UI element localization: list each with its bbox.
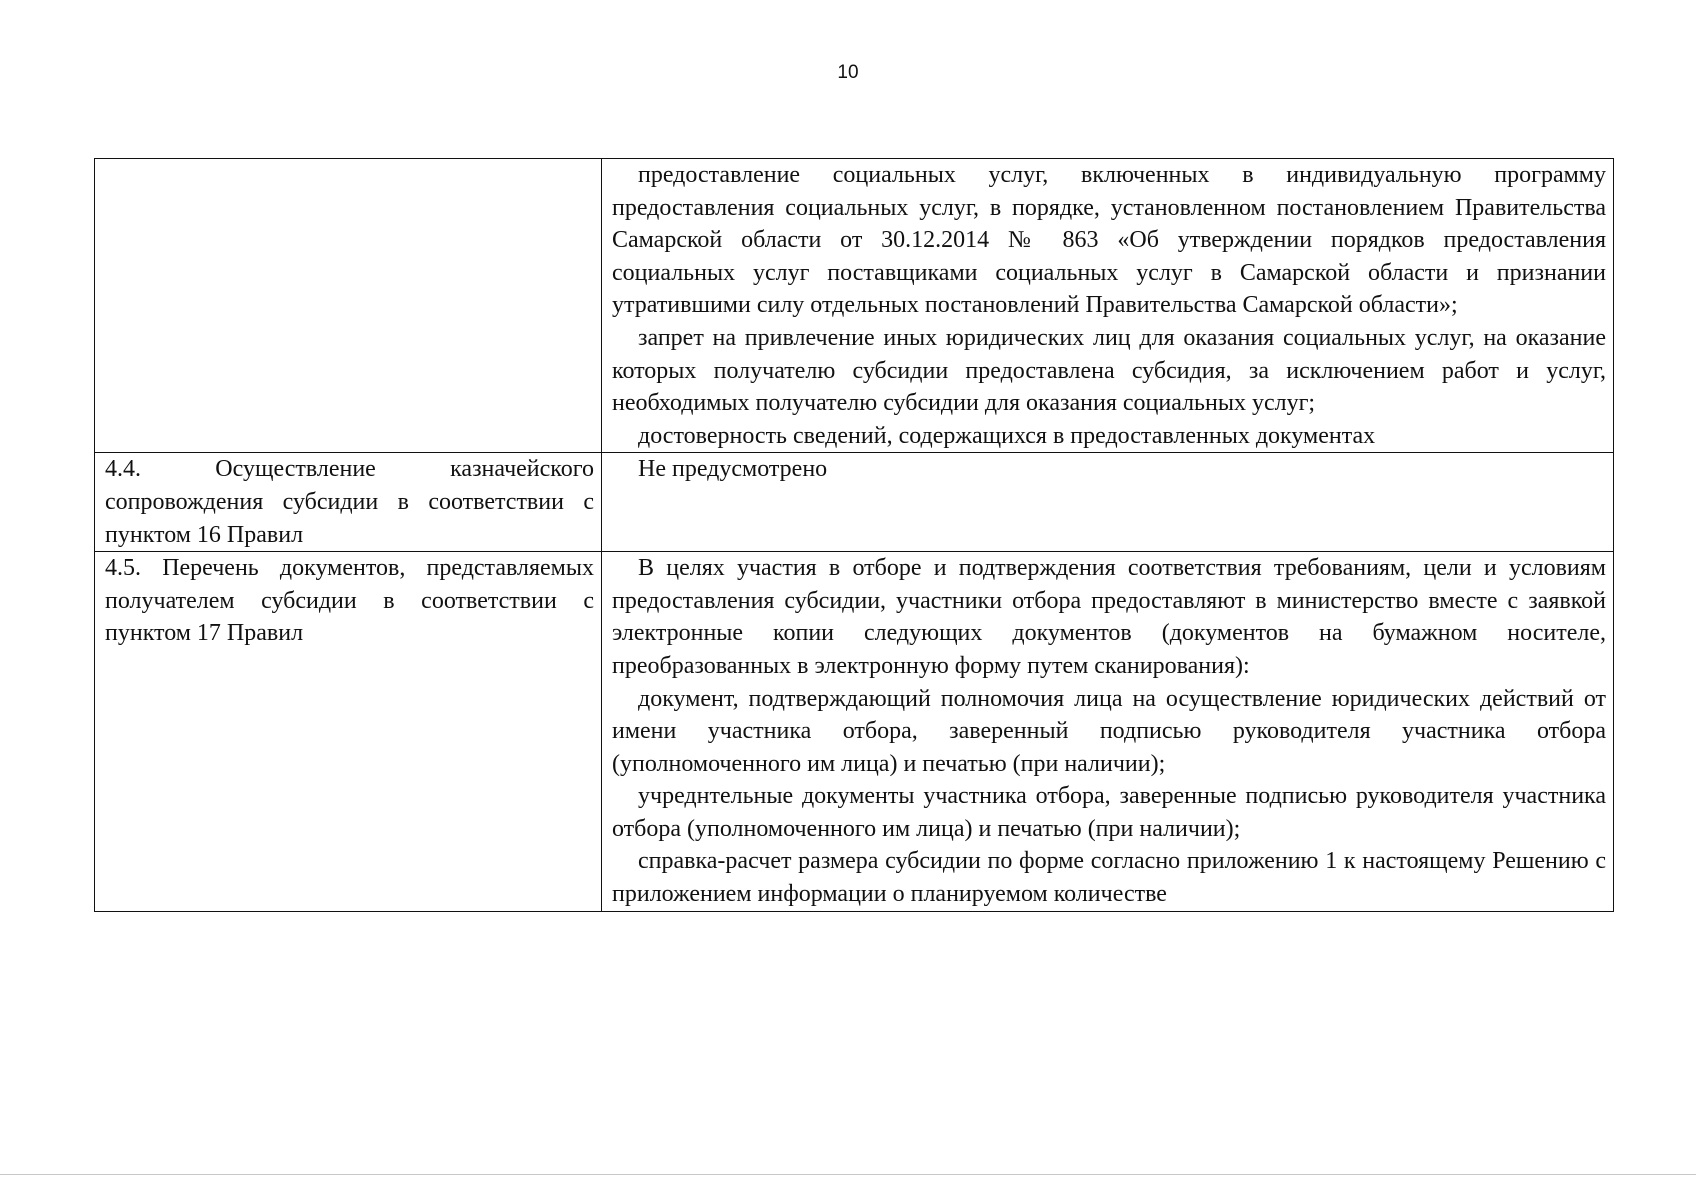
row-content-cell (602, 453, 1614, 552)
table-row (95, 159, 1614, 453)
page-number: 10 (837, 62, 859, 83)
paragraph: учреднтельные документы участника отбора, заверенные подписью руководителя участника отбора (уполномоченного им лица) и печатью (при наличии); (612, 783, 1606, 842)
paragraph: предоставление социальных услуг, включенных в индивидуальную программу предоставления социальных услуг, в порядке, установленном постановлением Правительства Самарской области от 30.12.2014 № 863 «Об утверждении порядков предоставления социальных услуг поставщиками социальных услуг в Самарской области и признании утратившими силу отдельных постановлений Правительства Самарской области»; (612, 162, 1606, 319)
paragraph: запрет на привлечение иных юридических лиц для оказания социальных услуг, на оказание которых получателю субсидии предоставлена субсидия, за исключением работ и услуг, необходимых получателю субсидии для оказания социальных услуг; (612, 324, 1606, 417)
paragraph: Не предусмотрено (638, 456, 828, 483)
bottom-divider (0, 1174, 1696, 1175)
table-row (95, 552, 1614, 912)
paragraph: справка-расчет размера субсидии по форме согласно приложению 1 к настоящему Решению с приложением информации о планируемом количестве (612, 848, 1606, 908)
requirements-table (94, 158, 1614, 912)
row-label-cell: 4.4. Осуществление казначейского сопровождения субсидии в соответствии с пунктом 16 Правил (95, 453, 602, 552)
table-row (95, 453, 1614, 552)
row-label-cell: 4.5. Перечень документов, представляемых получателем субсидии в соответствии с пунктом 17 Правил (95, 552, 602, 912)
row-content-cell (602, 159, 1614, 453)
row-content-cell (602, 552, 1614, 912)
row-label-cell (95, 159, 602, 453)
paragraph: документ, подтверждающий полномочия лица на осуществление юридических действий от имени участника отбора, заверенный подписью руководителя участника отбора (уполномоченного им лица) и печатью (при наличии); (612, 685, 1606, 777)
paragraph: достоверность сведений, содержащихся в предоставленных документах (638, 422, 1376, 449)
paragraph: В целях участия в отборе и подтверждения соответствия требованиям, цели и условиям предоставления субсидии, участники отбора предоставляют в министерство вместе с заявкой электронные копии следующих документов (документов на бумажном носителе, преобразованных в электронную форму путем сканирования): (612, 555, 1606, 679)
